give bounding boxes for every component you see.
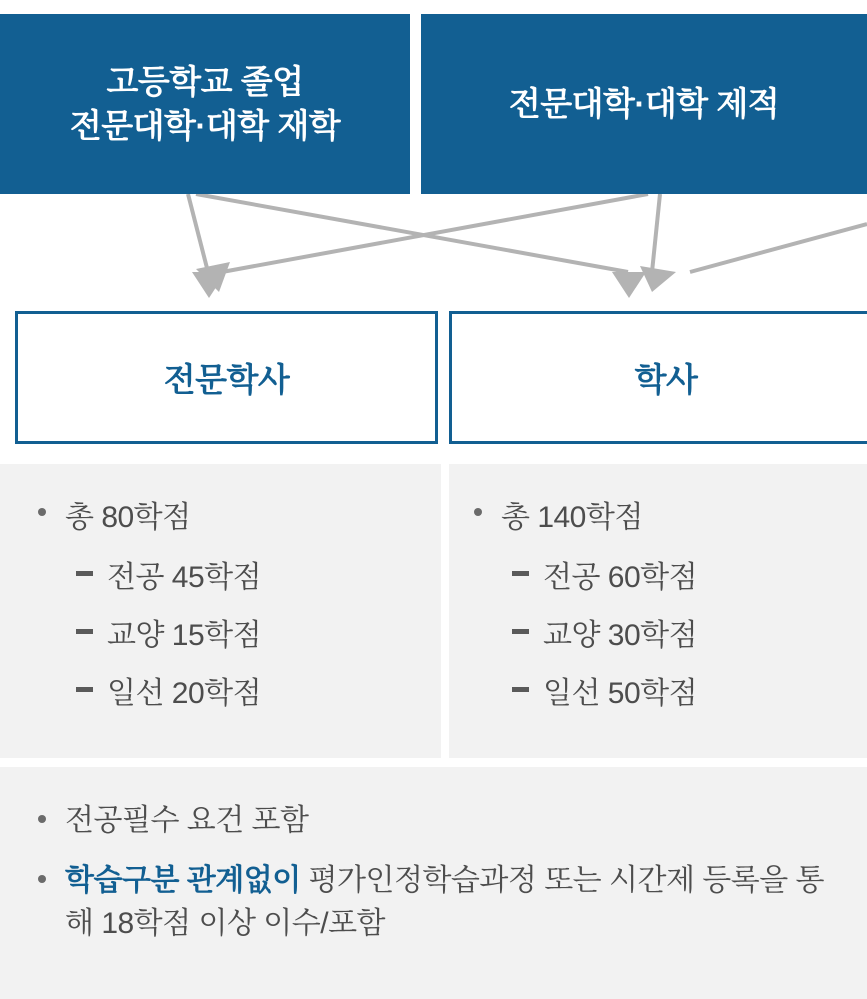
arrow-line-right-to-left <box>222 194 648 272</box>
top-box-right-line1: 전문대학·대학 제적 <box>508 85 780 123</box>
credits-panel-associate <box>0 464 441 758</box>
top-box-college-expelled <box>421 14 867 194</box>
top-box-left-line1: 고등학교 졸업 <box>106 63 304 101</box>
arrows-svg <box>0 194 867 310</box>
top-box-highschool-graduate <box>0 14 410 194</box>
credits-item-bachelor-general-text: 교양 30학점 <box>543 619 698 652</box>
credits-item-associate-major <box>0 552 441 596</box>
arrows-group <box>0 194 867 310</box>
bullet-dash-icon <box>76 687 93 692</box>
degree-boxes-row <box>0 311 867 444</box>
degree-box-associate <box>15 311 438 444</box>
bullet-dot-icon <box>38 815 46 823</box>
bullet-dot-icon <box>474 508 482 516</box>
top-box-left-text <box>70 60 340 147</box>
arrow-line-right-down <box>652 194 660 272</box>
note-rest: 평가인정학습과정 또는 시간제 등록을 통해 18학점 이상 이수/포함 <box>65 863 825 940</box>
note-item-learning-category <box>0 859 867 946</box>
note-item-major-required <box>0 799 867 843</box>
arrow-line-far-right <box>690 224 867 272</box>
note-item-major-required-text: 전공필수 요건 포함 <box>65 804 309 837</box>
notes-panel <box>0 767 867 999</box>
bullet-dot-icon <box>38 875 46 883</box>
top-box-left-line2: 전문대학·대학 재학 <box>69 107 341 144</box>
top-boxes-row <box>0 14 867 194</box>
bullet-dot-icon <box>38 508 46 516</box>
credits-item-associate-general <box>0 610 441 654</box>
note-highlight: 학습구분 관계없이 <box>65 863 301 897</box>
credits-item-bachelor-elective-text: 일선 50학점 <box>543 677 698 710</box>
bullet-dash-icon <box>76 629 93 634</box>
arrowhead-right-2 <box>640 266 676 292</box>
credits-item-bachelor-general <box>449 610 867 654</box>
bullet-dash-icon <box>512 571 529 576</box>
credits-total-bachelor <box>449 492 867 536</box>
arrow-line-left-down <box>188 194 208 272</box>
bullet-dash-icon <box>76 571 93 576</box>
credits-total-associate-text: 총 80학점 <box>65 501 191 534</box>
credits-item-bachelor-major-text: 전공 60학점 <box>543 561 698 594</box>
credits-row <box>0 464 867 758</box>
credits-total-bachelor-text: 총 140학점 <box>501 501 643 534</box>
credits-item-associate-major-text: 전공 45학점 <box>107 561 262 594</box>
bullet-dash-icon <box>512 629 529 634</box>
degree-box-bachelor-label: 학사 <box>634 361 698 398</box>
credits-total-associate <box>0 492 441 536</box>
credits-item-bachelor-elective <box>449 668 867 712</box>
credits-item-associate-general-text: 교양 15학점 <box>107 619 262 652</box>
bullet-dash-icon <box>512 687 529 692</box>
degree-box-bachelor <box>449 311 867 444</box>
credits-item-bachelor-major <box>449 552 867 596</box>
note-item-learning-category-text <box>65 859 847 946</box>
credits-panel-bachelor <box>449 464 867 758</box>
arrowhead-right-1 <box>612 272 646 298</box>
degree-box-associate-label: 전문학사 <box>163 361 290 398</box>
credits-item-associate-elective <box>0 668 441 712</box>
credits-item-associate-elective-text: 일선 20학점 <box>107 677 262 710</box>
arrow-line-left-to-right <box>196 194 628 272</box>
